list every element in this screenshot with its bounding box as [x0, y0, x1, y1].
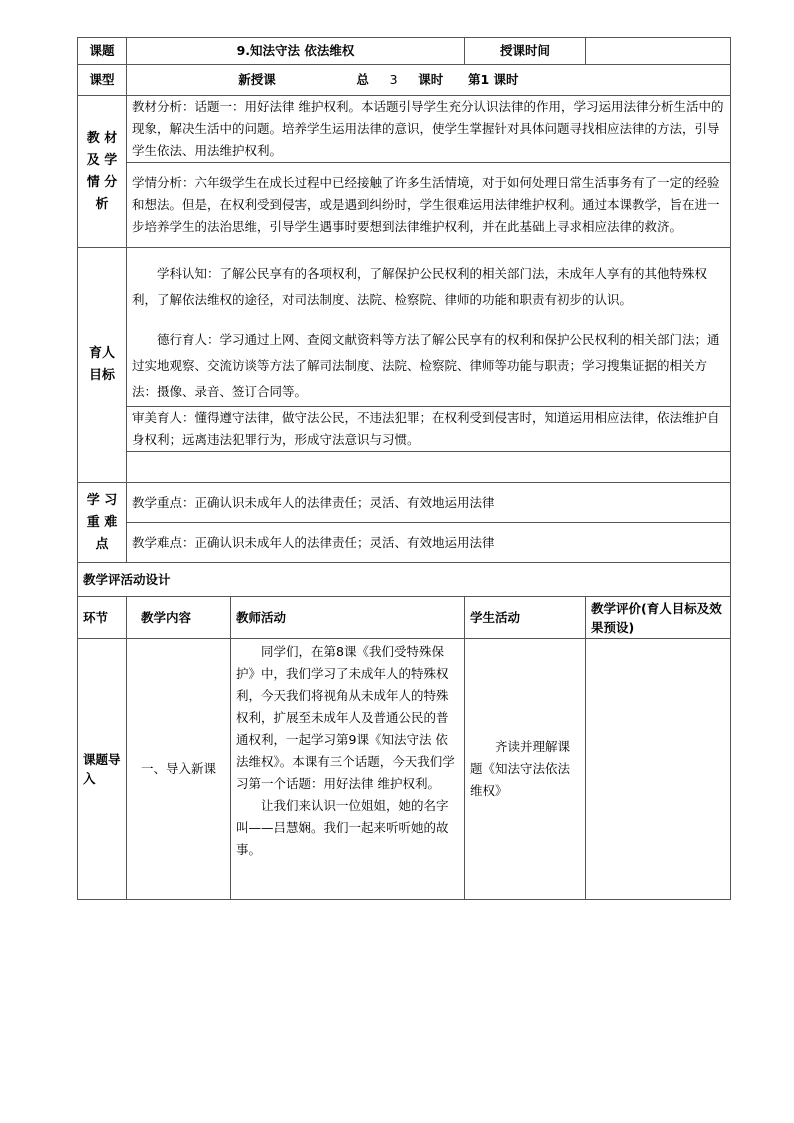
analysis-label-line: 情 分 [86, 174, 118, 190]
design-title: 教学评活动设计 [78, 563, 731, 597]
teaching-focus: 教学重点：正确认识未成年人的法律责任；灵活、有效地运用法律 [127, 483, 731, 523]
analysis-row-2 [78, 163, 731, 248]
keypoints-label-line: 重 难 [86, 514, 118, 530]
keypoints-label-line: 点 [95, 536, 109, 552]
analysis-label [78, 96, 127, 248]
teacher-paragraph-1: 同学们，在第8课《我们受特殊保护》中，我们学习了未成年人的特殊权利，今天我们将视角从未成年人的特殊权利，扩展至未成年人及普通公民的普通权利，一起学习第9课《知法守法 依法维权》。本课有三个话题，今天我们学习第一个话题：用好法律 维护权利。 [236, 644, 455, 791]
lesson-unit: 课时 [418, 72, 444, 87]
analysis-label-line: 及 学 [86, 152, 118, 168]
empty-cell [127, 452, 731, 483]
analysis-row-1 [78, 96, 731, 163]
time-value [586, 38, 731, 65]
lesson-plan-table [77, 37, 731, 900]
keypoints-row-2 [78, 523, 731, 563]
textbook-analysis: 教材分析：话题一：用好法律 维护权利。本话题引导学生充分认识法律的作用，学习运用法律分析生活中的现象，解决生活中的问题。培养学生运用法律的意识，使学生掌握针对具体问题寻找相应法律的方法，引导学生依法、用法维护权利。 [127, 96, 731, 163]
column-student: 学生活动 [465, 597, 586, 639]
type-row [78, 65, 731, 96]
goals-row-empty [78, 452, 731, 483]
column-teacher: 教师活动 [231, 597, 465, 639]
student-analysis: 学情分析：六年级学生在成长过程中已经接触了许多生活情境，对于如何处理日常生活事务有了一定的经验和想法。但是，在权利受到侵害，或是遇到纠纷时，学生很难运用法律维护权利。通过本课教学，旨在进一步培养学生的法治思维，引导学生遇事时要想到法律维护权利，并在此基础上寻求相应法律的救济。 [127, 163, 731, 248]
stage-cell: 课题导入 [78, 639, 127, 900]
column-content: 教学内容 [127, 597, 231, 639]
evaluation-cell [586, 639, 731, 900]
design-title-row [78, 563, 731, 597]
analysis-label-line: 教 材 [86, 130, 118, 146]
type-label: 课型 [78, 65, 127, 96]
goal-morality: 德行育人：学习通过上网、查阅文献资料等方法了解公民享有的权利和保护公民权利的相关部门法；通过实地观察、交流访谈等方法了解司法制度、法院、检察院、律师等功能与职责；学习搜集证据的相关方法：摄像、录音、签订合同等。 [127, 326, 731, 407]
keypoints-row-1 [78, 483, 731, 523]
topic-row [78, 38, 731, 65]
goals-row-3 [78, 407, 731, 452]
goals-label-line: 目标 [88, 368, 115, 383]
design-row [78, 639, 731, 900]
column-stage: 环节 [78, 597, 127, 639]
goal-aesthetic: 审美育人：懂得遵守法律，做守法公民，不违法犯罪；在权利受到侵害时，知道运用相应法律，依法维护自身权利；远离违法犯罪行为，形成守法意识与习惯。 [127, 407, 731, 452]
total-value: 3 [389, 72, 398, 87]
type-value: 新授课 [238, 72, 276, 87]
keypoints-label-line: 学 习 [86, 492, 118, 508]
goals-row-2 [78, 326, 731, 407]
lesson-number: 第1 课时 [468, 72, 519, 87]
topic-label: 课题 [78, 38, 127, 65]
teacher-paragraph-2: 让我们来认识一位姐姐，她的名字叫——吕慧娴。我们一起来听听她的故事。 [236, 798, 449, 857]
student-cell: 齐读并理解课题《知法守法依法维权》 [465, 639, 586, 900]
time-label: 授课时间 [465, 38, 586, 65]
goal-cognition: 学科认知：了解公民享有的各项权利，了解保护公民权利的相关部门法，未成年人享有的其他特殊权利，了解依法维权的途径，对司法制度、法院、检察院、律师的功能和职责有初步的认识。 [127, 248, 731, 327]
teaching-difficulty: 教学难点：正确认识未成年人的法律责任；灵活、有效地运用法律 [127, 523, 731, 563]
column-evaluation: 教学评价(育人目标及效果预设) [586, 597, 731, 639]
total-label: 总 [356, 72, 369, 87]
goals-row-1 [78, 248, 731, 327]
goals-label-line: 育人 [88, 346, 115, 361]
type-cell [127, 65, 731, 96]
topic-value: 9.知法守法 依法维权 [127, 38, 465, 65]
keypoints-label [78, 483, 127, 563]
analysis-label-line: 析 [95, 196, 109, 212]
goals-label [78, 248, 127, 483]
teacher-cell [231, 639, 465, 900]
design-header-row [78, 597, 731, 639]
content-cell: 一、导入新课 [127, 639, 231, 900]
